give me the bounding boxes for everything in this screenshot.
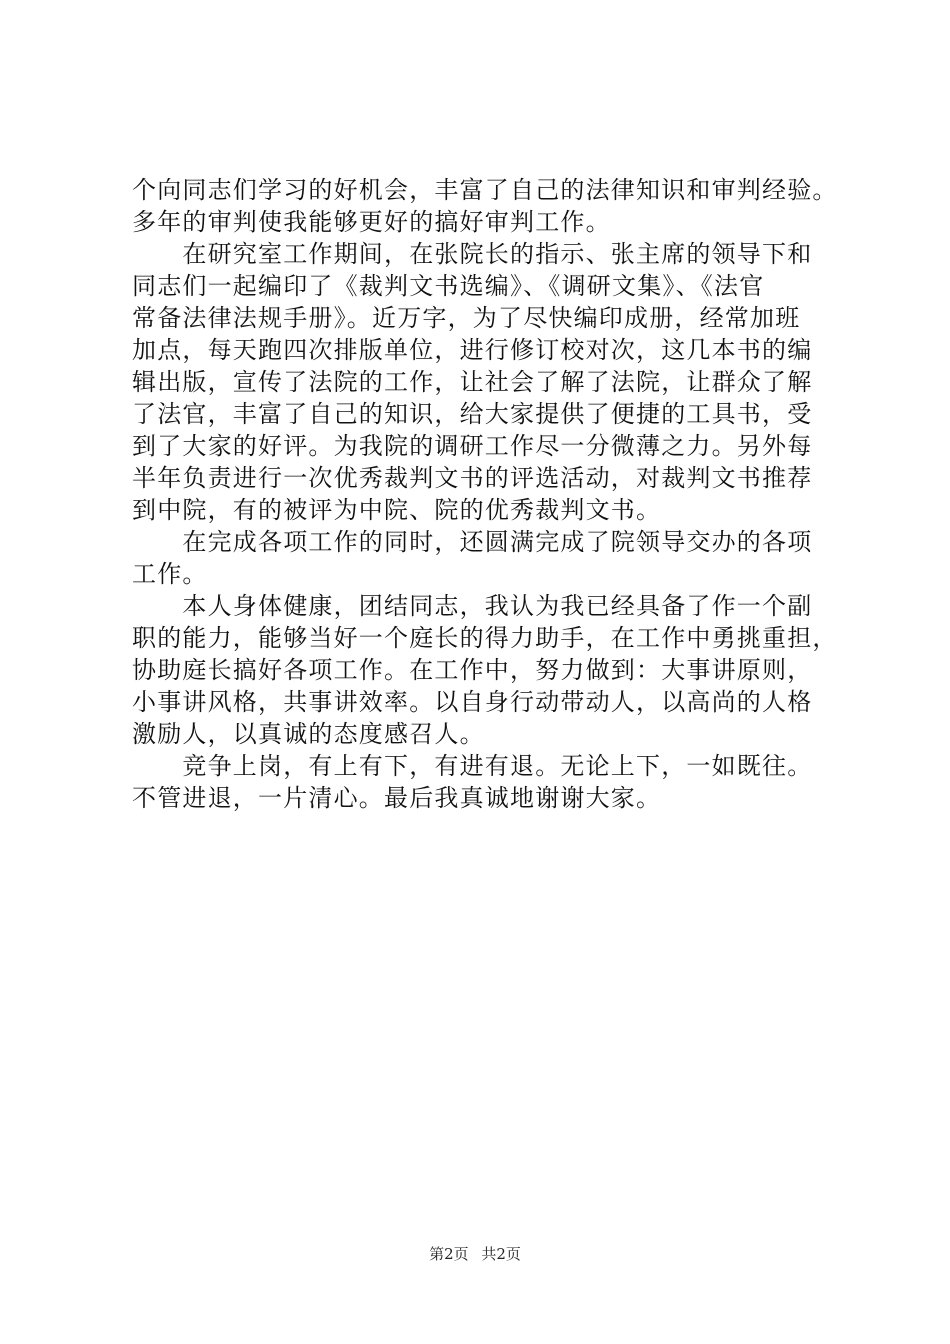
- text-line: 工作。: [132, 560, 208, 588]
- text-line: 在完成各项工作的同时，还圆满完成了院领导交办的各项: [132, 528, 813, 556]
- text-line: 竞争上岗，有上有下，有进有退。无论上下，一如既往。: [132, 752, 813, 780]
- text-line: 加点，每天跑四次排版单位，进行修订校对次，这几本书的编: [132, 336, 813, 364]
- text-line: 在研究室工作期间，在张院长的指示、张主席的领导下和: [132, 240, 813, 268]
- text-line: 了法官，丰富了自己的知识，给大家提供了便捷的工具书，受: [132, 400, 813, 428]
- page-footer: [0, 1243, 950, 1264]
- text-line: 职的能力，能够当好一个庭长的得力助手，在工作中勇挑重担，: [132, 624, 838, 652]
- text-line: 辑出版，宣传了法院的工作，让社会了解了法院，让群众了解: [132, 368, 813, 396]
- text-line: 个向同志们学习的好机会，丰富了自己的法律知识和审判经验。: [132, 176, 838, 204]
- text-line: 多年的审判使我能够更好的搞好审判工作。: [132, 208, 611, 236]
- text-line: 到中院，有的被评为中院、院的优秀裁判文书。: [132, 496, 662, 524]
- document-body: [132, 174, 838, 814]
- text-line: 常备法律法规手册》。近万字，为了尽快编印成册，经常加班: [132, 304, 801, 332]
- text-line: 同志们一起编印了《裁判文书选编》、《调研文集》、《法官: [132, 272, 765, 300]
- text-line: 协助庭长搞好各项工作。在工作中，努力做到：大事讲原则，: [132, 656, 813, 684]
- text-line: 小事讲风格，共事讲效率。以自身行动带动人，以高尚的人格: [132, 688, 813, 716]
- text-line: 激励人，以真诚的态度感召人。: [132, 720, 485, 748]
- text-line: 本人身体健康，团结同志，我认为我已经具备了作一个副: [132, 592, 813, 620]
- text-line: 到了大家的好评。为我院的调研工作尽一分微薄之力。另外每: [132, 432, 813, 460]
- page-number: 第2页: [429, 1245, 469, 1263]
- text-line: 半年负责进行一次优秀裁判文书的评选活动，对裁判文书推荐: [132, 464, 813, 492]
- text-line: 不管进退，一片清心。最后我真诚地谢谢大家。: [132, 784, 662, 812]
- page-total: 共2页: [481, 1245, 521, 1263]
